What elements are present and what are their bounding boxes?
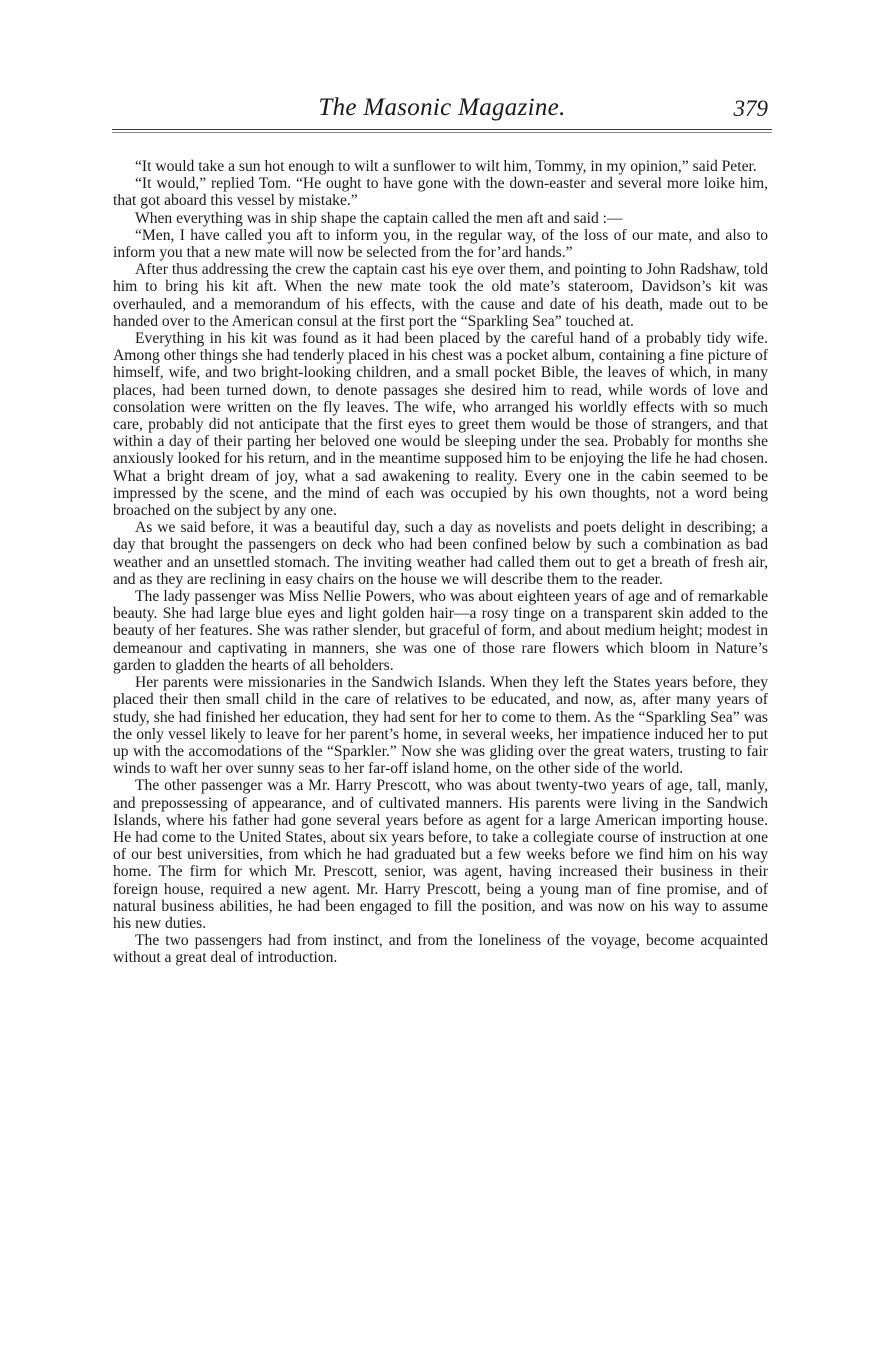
header-rule: [112, 129, 772, 130]
paragraph: When everything was in ship shape the captain called the men aft and said :—: [135, 209, 623, 227]
paragraph: After thus addressing the crew the captain cast his eye over them, and pointing to John Radshaw, told him to bring his kit aft. When the new mate took the old mate’s stateroom, Davidson’s kit was overhauled, and a memorandum of his effects, with the cause and date of his death, made out to be handed over to the American consul at the first port the “Sparkling Sea” touched at.: [113, 261, 768, 330]
paragraph: “It would take a sun hot enough to wilt a sunflower to wilt him, Tommy, in my opinion,” said Peter.: [135, 158, 757, 175]
paragraph: Her parents were missionaries in the Sandwich Islands. When they left the States years before, they placed their then small child in the care of relatives to be educated, and now, as, after many years of study, she had finished her education, they had sent for her to come to them. As the “Sparkling Sea” was the only vessel likely to leave for her parent’s home, in several weeks, her impatience induced her to put up with the accomodations of the “Sparkler.” Now she was gliding over the great waters, trusting to fair winds to waft her over sunny seas to her far-off island home, on the other side of the world.: [113, 674, 768, 778]
paragraph: The other passenger was a Mr. Harry Prescott, who was about twenty-two years of age, tall, manly, and prepossessing of appearance, and of cultivated manners. His parents were living in the Sandwich Islands, where his father had gone several years before as agent for a large American importing house. He had come to the United States, about six years before, to take a collegiate course of instruction at one of our best universities, from which he had graduated but a few weeks before we find him on his way home. The firm for which Mr. Prescott, senior, was agent, having increased their business in their foreign house, required a new agent. Mr. Harry Prescott, being a young man of fine promise, and of natural business abilities, he had been engaged to fill the position, and was now on his way to assume his new duties.: [113, 777, 768, 932]
paragraph: Everything in his kit was found as it had been placed by the careful hand of a probably tidy wife. Among other things she had tenderly placed in his chest was a pocket album, containing a fine picture of himself, wife, and two bright-looking children, and a small pocket Bible, the leaves of which, in many places, had been turned down, to denote passages she desired him to read, while words of love and consolation were written on the fly leaves. The wife, who arranged his worldly effects with so much care, probably did not anticipate that the first eyes to greet them would be those of strangers, and that within a day of their parting her beloved one would be sleeping under the sea. Probably for months she anxiously looked for his return, and in the meantime supposed him to be enjoying the life he had chosen. What a bright dream of joy, what a sad awakening to reality. Every one in the cabin seemed to be impressed by the scene, and the mind of each was occupied by his own thoughts, not a word being broached on the subject by any one.: [113, 330, 768, 520]
paragraph: “It would,” replied Tom. “He ought to have gone with the down-easter and several more loike him, that got aboard this vessel by mistake.”: [113, 175, 768, 210]
paragraph: The two passengers had from instinct, and from the loneliness of the voyage, become acquainted without a great deal of introduction.: [113, 932, 768, 967]
running-head: [112, 93, 772, 129]
header-rule-secondary: [112, 132, 772, 133]
journal-title: The Masonic Magazine.: [318, 94, 566, 121]
paragraph: The lady passenger was Miss Nellie Powers, who was about eighteen years of age and of remarkable beauty. She had large blue eyes and light golden hair—a rosy tinge on a transparent skin added to the beauty of her features. She was rather slender, but graceful of form, and about medium height; modest in demeanour and captivating in manners, she was one of those rare flowers which bloom in Nature’s garden to gladden the hearts of all beholders.: [113, 588, 768, 674]
paragraph: “Men, I have called you aft to inform you, in the regular way, of the loss of our mate, and also to inform you that a new mate will now be selected from the for’ard hands.”: [113, 226, 768, 262]
article-body: [113, 158, 768, 967]
page-number: 379: [733, 96, 768, 121]
paragraph: As we said before, it was a beautiful day, such a day as novelists and poets delight in describing; a day that brought the passengers on deck who had been confined below by such a combination as bad weather and an unsettled stomach. The inviting weather had called them out to get a breath of fresh air, and as they are reclining in easy chairs on the house we will describe them to the reader.: [113, 519, 768, 588]
